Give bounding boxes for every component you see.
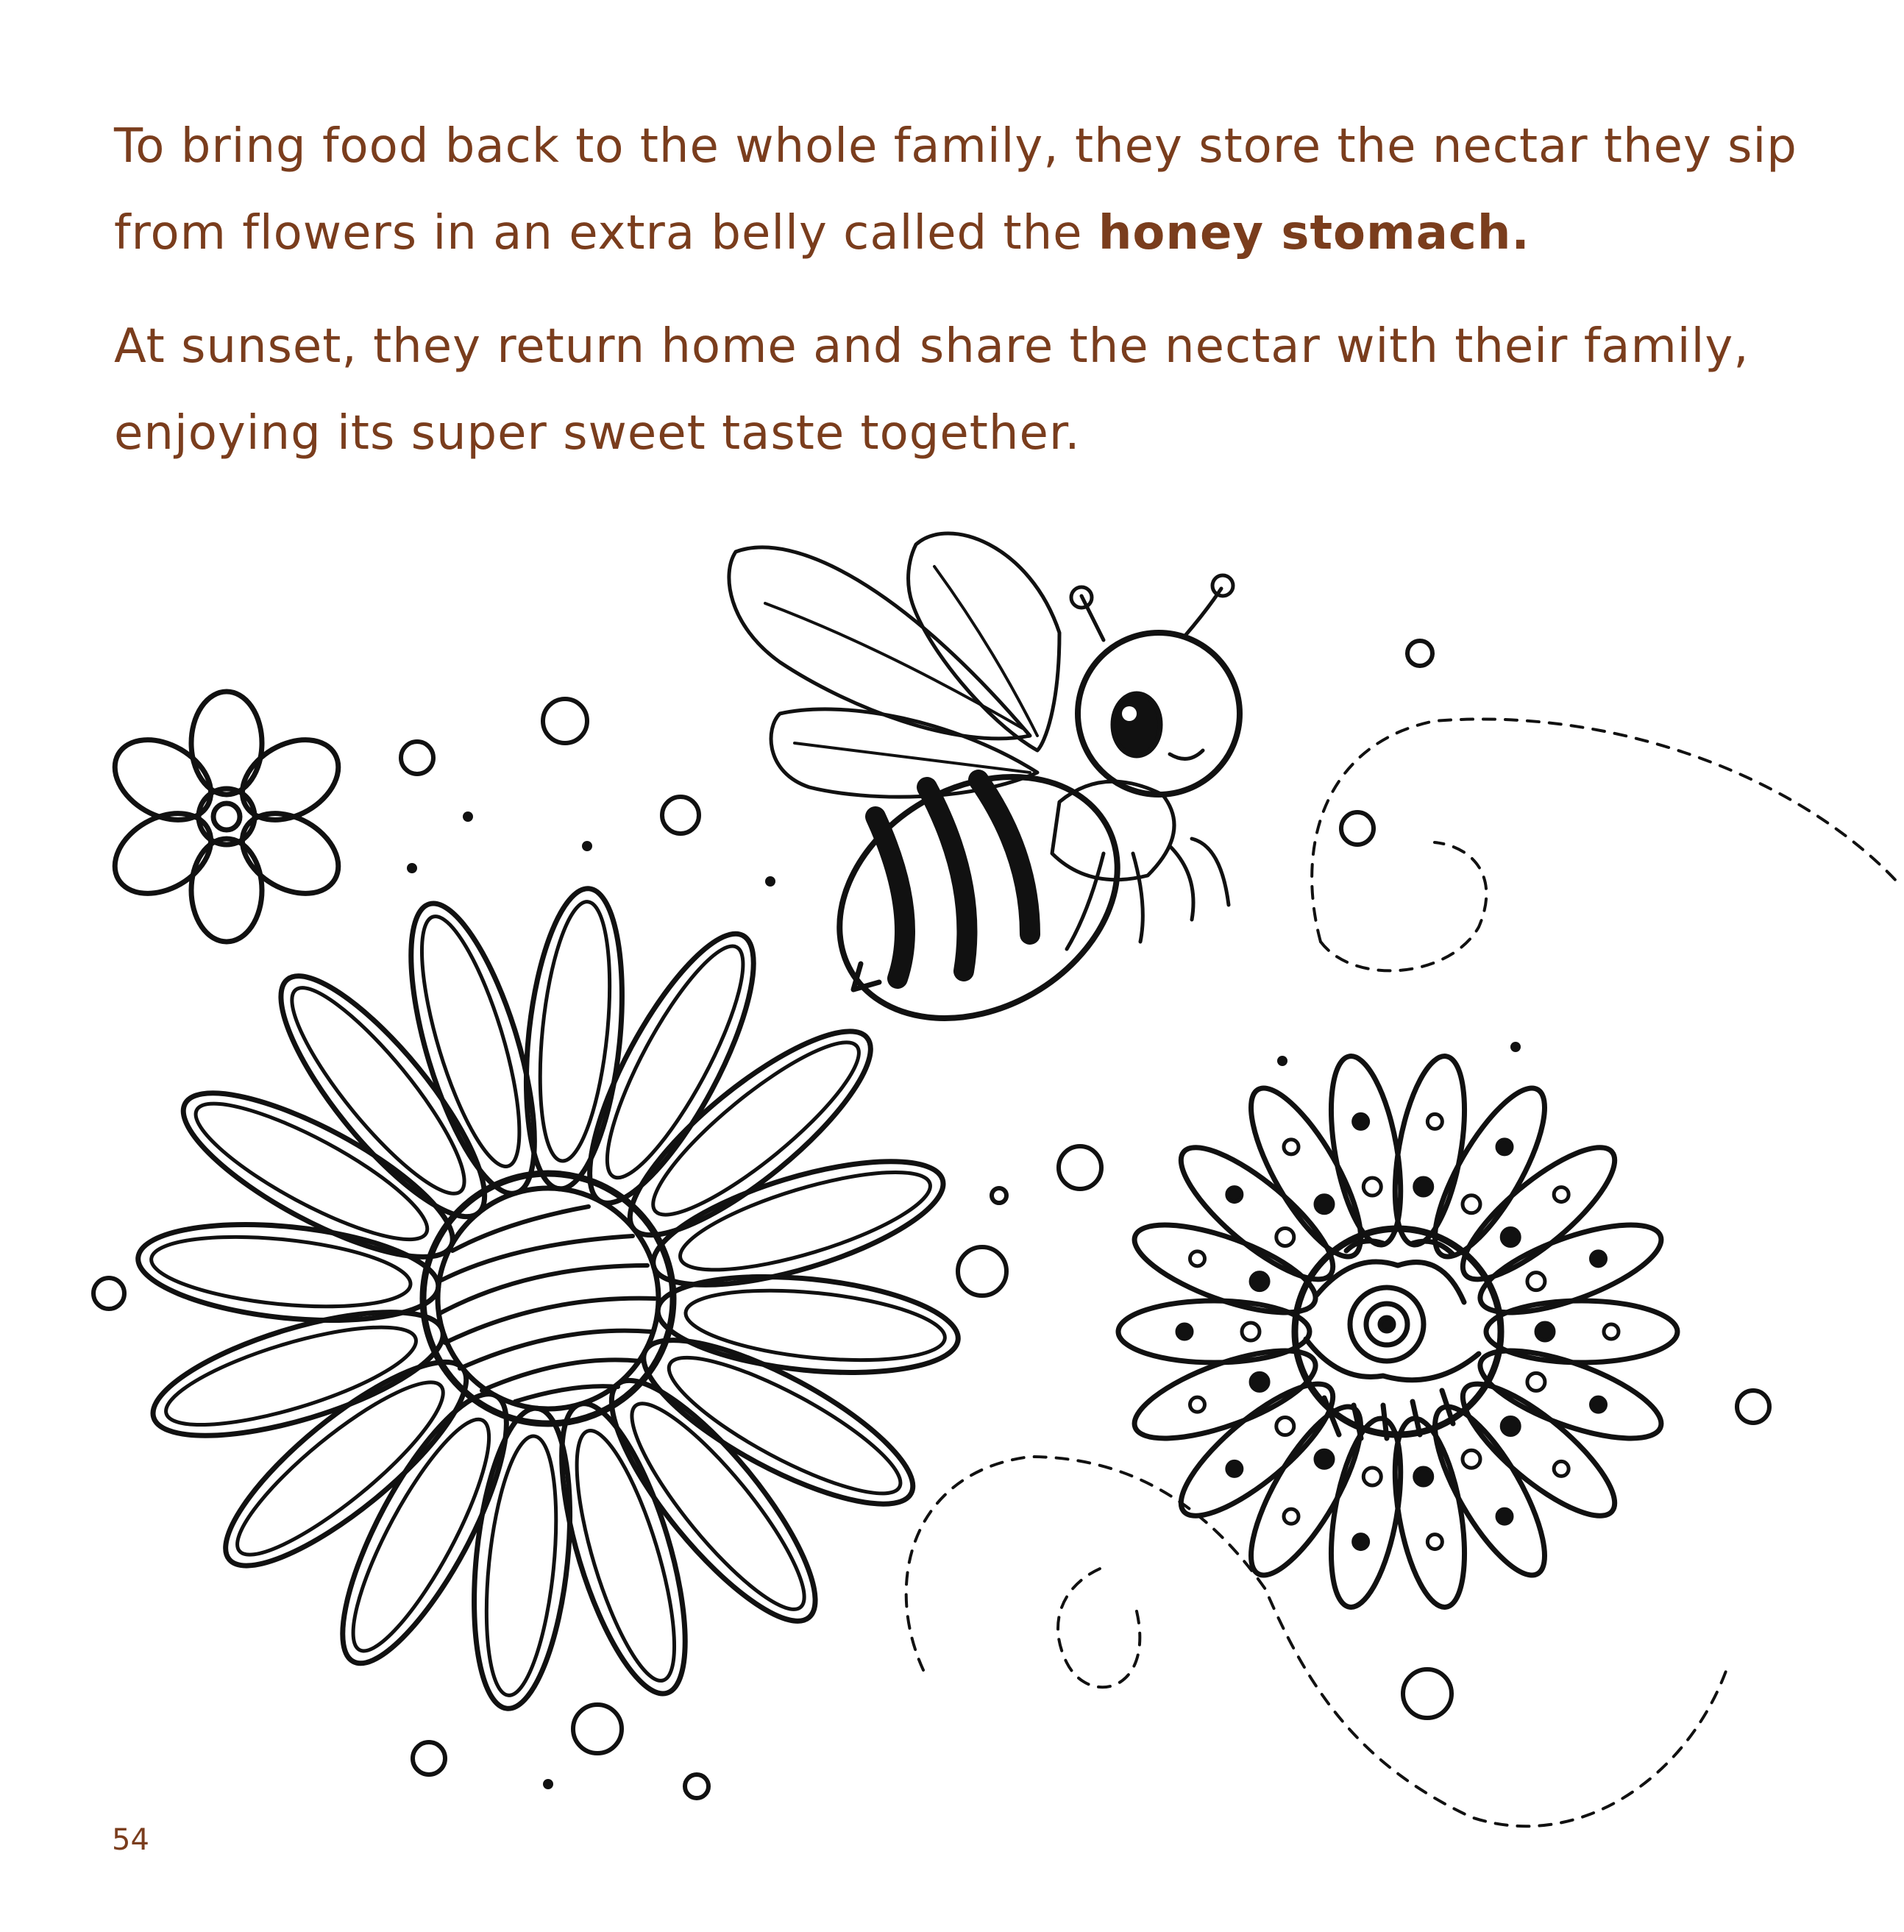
petal bbox=[101, 797, 225, 909]
petal bbox=[191, 839, 262, 942]
petal bbox=[228, 797, 352, 909]
daisy-center-lines bbox=[440, 1207, 655, 1402]
petal-inner bbox=[331, 1405, 511, 1666]
petal-dot bbox=[1251, 1273, 1268, 1290]
petal-dot bbox=[1284, 1140, 1299, 1154]
petal-dot bbox=[1427, 1114, 1442, 1129]
petal-dot bbox=[1536, 1323, 1554, 1340]
petal bbox=[461, 1404, 582, 1713]
paragraph-2: At sunset, they return home and share the nectar with their family, enjoying its super sweet taste together. bbox=[114, 319, 1750, 461]
large-daisy-icon bbox=[134, 884, 963, 1713]
petal-dot bbox=[1502, 1418, 1519, 1435]
petal bbox=[1382, 1051, 1477, 1250]
petal-dot bbox=[1463, 1196, 1480, 1213]
petal-dot bbox=[1354, 1114, 1368, 1129]
petal bbox=[1319, 1413, 1413, 1613]
petal bbox=[134, 1212, 443, 1332]
petal-dot bbox=[1284, 1509, 1299, 1524]
bold-term: honey stomach. bbox=[1098, 206, 1530, 260]
patterned-flower-icon bbox=[1118, 1051, 1677, 1612]
petal-dot bbox=[1276, 1418, 1294, 1435]
petal-dot bbox=[1363, 1468, 1381, 1485]
paragraph-1: To bring food back to the whole family, they store the nectar they sip from flowers in an extra belly called the honey stomach. bbox=[114, 119, 1797, 260]
petal-dot bbox=[1227, 1461, 1242, 1476]
petal-dot bbox=[1527, 1273, 1545, 1290]
petal-dot bbox=[1242, 1323, 1260, 1340]
dashed-swirl-icons bbox=[906, 719, 1898, 1826]
petal bbox=[191, 692, 262, 795]
petal-dot bbox=[1554, 1461, 1569, 1476]
petal-dot bbox=[1251, 1373, 1268, 1391]
petal-dot bbox=[1363, 1178, 1381, 1196]
petal-dot bbox=[1591, 1251, 1606, 1266]
bee-icon bbox=[729, 533, 1240, 1067]
petal-inner bbox=[655, 1335, 915, 1516]
page-number: 54 bbox=[112, 1823, 149, 1857]
petal-dot bbox=[1427, 1535, 1442, 1549]
petal-dot bbox=[1527, 1373, 1545, 1391]
petal-dot bbox=[1276, 1228, 1294, 1246]
petal-dot bbox=[1554, 1187, 1569, 1202]
petal-dot bbox=[1190, 1397, 1204, 1412]
petal bbox=[624, 1310, 933, 1533]
petal bbox=[313, 1374, 536, 1683]
petal-dot bbox=[1497, 1509, 1512, 1524]
petal-dot bbox=[1415, 1468, 1432, 1485]
petal-dot bbox=[1227, 1187, 1242, 1202]
petal-inner bbox=[182, 1082, 442, 1262]
petal-dot bbox=[1604, 1324, 1619, 1339]
petal-inner bbox=[585, 932, 765, 1193]
petal bbox=[641, 1136, 956, 1310]
petal-dot bbox=[1177, 1324, 1192, 1339]
petal-dot bbox=[1190, 1251, 1204, 1266]
petal-dot bbox=[1315, 1196, 1333, 1213]
petal-dot bbox=[1591, 1397, 1606, 1412]
petal-dot bbox=[1497, 1140, 1512, 1154]
petal bbox=[101, 723, 225, 836]
petal-dot bbox=[1315, 1450, 1333, 1468]
petal bbox=[560, 914, 783, 1223]
petal bbox=[163, 1063, 472, 1286]
petal bbox=[228, 723, 352, 836]
petal-dot bbox=[1415, 1178, 1432, 1196]
petal-dot bbox=[1354, 1535, 1368, 1549]
petal-dot bbox=[1502, 1228, 1519, 1246]
small-flower-icon bbox=[101, 692, 352, 942]
petal-dot bbox=[1463, 1450, 1480, 1468]
petal bbox=[514, 884, 634, 1193]
